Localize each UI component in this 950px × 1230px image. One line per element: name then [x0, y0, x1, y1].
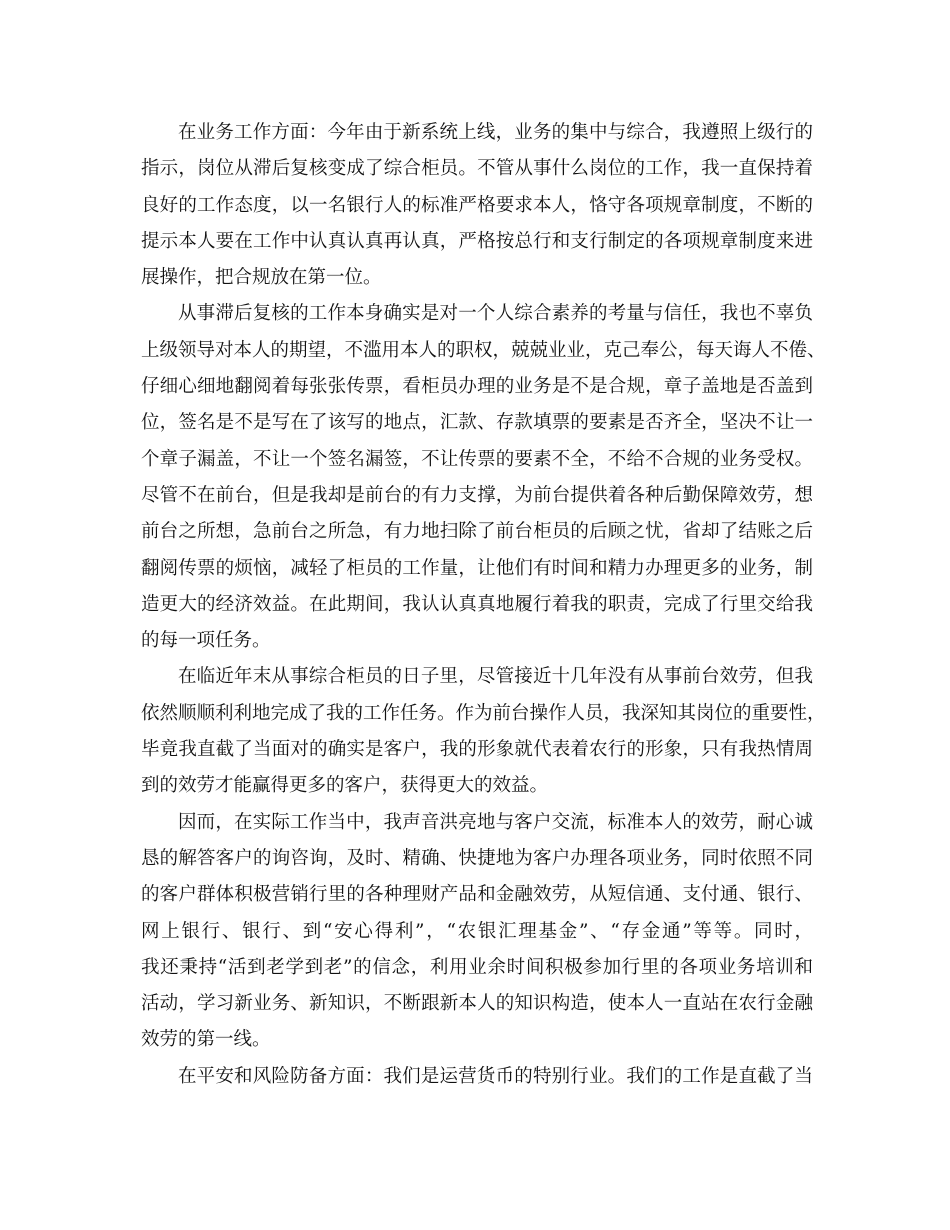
text-line: 个章子漏盖，不让一个签名漏签，不让传票的要素不全，不给不合规的业务受权。 — [141, 448, 813, 470]
paragraph-customer-service — [141, 805, 813, 1059]
text-line: 尽管不在前台，但是我却是前台的有力支撑，为前台提供着各种后勤保障效劳，想 — [141, 484, 813, 506]
text-line: 活动，学习新业务、新知识，不断跟新本人的知识构造，使本人一直站在农行金融 — [141, 993, 813, 1015]
text-line: 仔细心细地翻阅着每张张传票，看柜员办理的业务是不是合规，章子盖地是否盖到 — [141, 376, 813, 398]
text-line: 位，签名是不是写在了该写的地点，汇款、存款填票的要素是否齐全，坚决不让一 — [141, 412, 813, 434]
text-line: 到的效劳才能赢得更多的客户，获得更大的效益。 — [141, 775, 549, 797]
text-line: 效劳的第一线。 — [141, 1029, 271, 1051]
text-line: 上级领导对本人的期望，不滥用本人的职权，兢兢业业，克己奉公，每天诲人不倦、 — [141, 339, 826, 361]
text-line: 前台之所想，急前台之所急，有力地扫除了前台柜员的后顾之忧，省却了结账之后 — [141, 521, 813, 543]
text-line: 网上银行、银行、到“安心得利”，“农银汇理基金”、“存金通”等等。同时， — [141, 920, 813, 942]
text-line: 的客户群体积极营销行里的各种理财产品和金融效劳，从短信通、支付通、银行、 — [141, 884, 813, 906]
text-line: 从事滞后复核的工作本身确实是对一个人综合素养的考量与信任，我也不辜负 — [178, 303, 813, 325]
text-line: 依然顺顺利利地完成了我的工作任务。作为前台操作人员，我深知其岗位的重要性， — [141, 702, 826, 724]
text-line: 提示本人要在工作中认真认真再认真，严格按总行和支行制定的各项规章制度来进 — [141, 230, 813, 252]
text-line: 我还秉持“活到老学到老”的信念，利用业余时间积极参加行里的各项业务培训和 — [141, 956, 813, 978]
text-line: 在平安和风险防备方面：我们是运营货币的特别行业。我们的工作是直截了当 — [178, 1065, 813, 1087]
text-line: 展操作，把合规放在第一位。 — [141, 267, 382, 289]
text-line: 因而，在实际工作当中，我声音洪亮地与客户交流，标准本人的效劳，耐心诚 — [178, 811, 813, 833]
text-line: 造更大的经济效益。在此期间，我认认真真地履行着我的职责，完成了行里交给我 — [141, 593, 813, 615]
text-line: 指示，岗位从滞后复核变成了综合柜员。不管从事什么岗位的工作，我一直保持着 — [141, 158, 813, 180]
text-line: 的每一项任务。 — [141, 630, 271, 652]
paragraph-review-work — [141, 296, 826, 659]
text-line: 恳的解答客户的询咨询，及时、精确、快捷地为客户办理各项业务，同时依照不同 — [141, 847, 813, 869]
text-line: 在业务工作方面：今年由于新系统上线，业务的集中与综合，我遵照上级行的 — [178, 122, 813, 143]
text-line: 翻阅传票的烦恼，减轻了柜员的工作量，让他们有时间和精力办理更多的业务，制 — [141, 557, 813, 579]
document-page — [141, 115, 826, 1095]
text-line: 良好的工作态度，以一名银行人的标准严格要求本人，恪守各项规章制度，不断的 — [141, 194, 813, 216]
paragraph-business-work — [141, 115, 813, 296]
text-line: 在临近年末从事综合柜员的日子里，尽管接近十几年没有从事前台效劳，但我 — [178, 666, 813, 688]
paragraph-teller-work — [141, 659, 826, 804]
paragraph-safety-risk — [141, 1059, 813, 1095]
text-line: 毕竟我直截了当面对的确实是客户，我的形象就代表着农行的形象，只有我热情周 — [141, 739, 813, 761]
